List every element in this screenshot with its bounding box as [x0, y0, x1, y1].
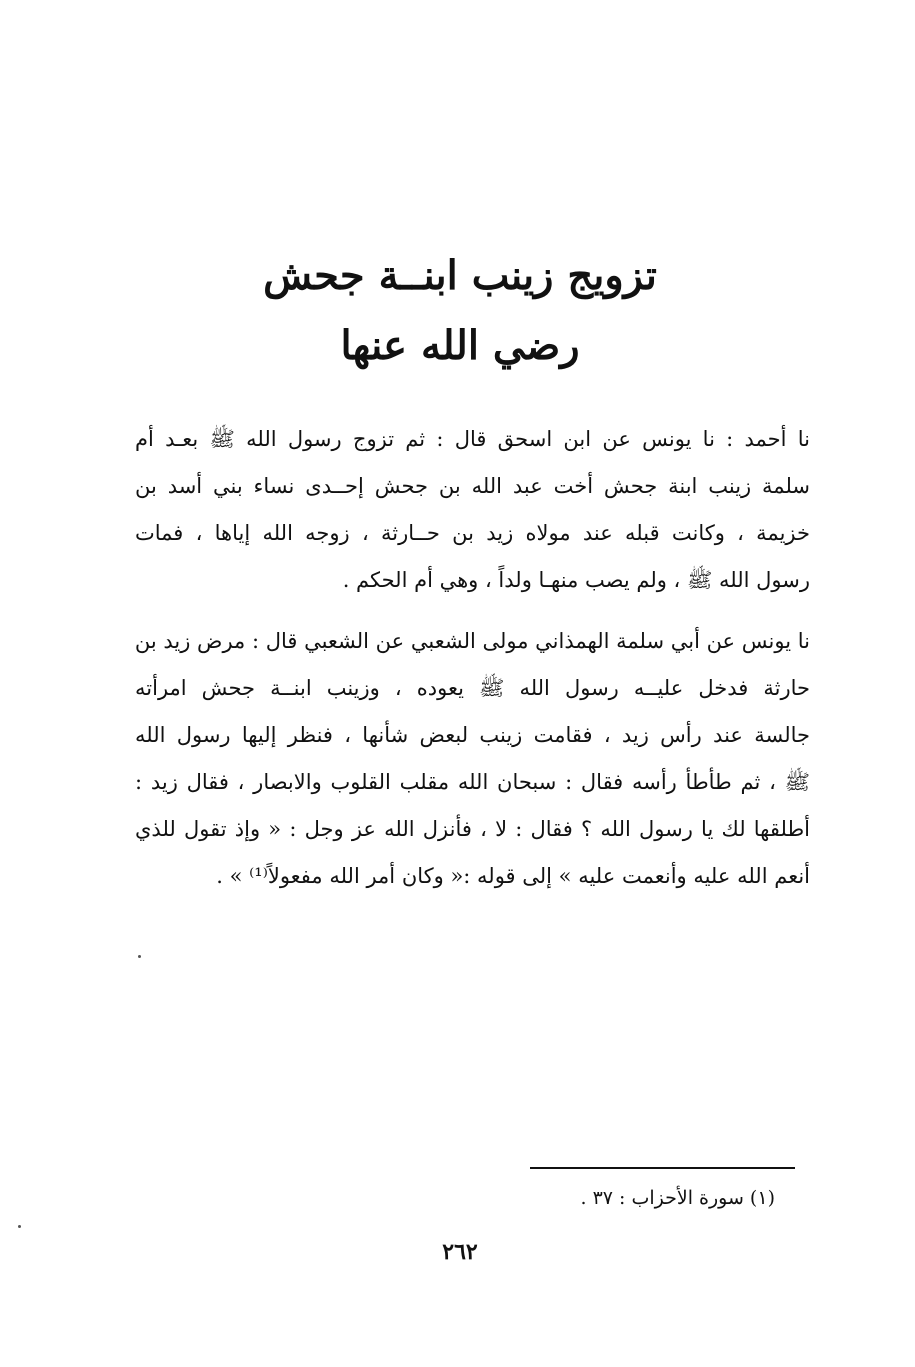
- paragraph-1: [135, 416, 810, 604]
- footnote-divider: [530, 1167, 795, 1169]
- chapter-subtitle: رضي الله عنها: [340, 322, 580, 369]
- paragraph-line: خزيمة ، وكانت قبله عند مولاه زيد بن حــارثة ، زوجه الله إياها ، فمات: [135, 521, 810, 545]
- paragraph-line: جالسة عند رأس زيد ، فقامت زينب لبعض شأنها ، فنظر إليها رسول الله: [135, 723, 810, 747]
- chapter-title: تزويج زينب ابنــة جحش: [263, 252, 657, 299]
- paragraph-2: [135, 618, 810, 900]
- paragraph-line: حارثة فدخل عليــه رسول الله ﷺ يعوده ، وزينب ابنــة جحش امرأته: [135, 676, 810, 700]
- paragraph-line: رسول الله ﷺ ، ولم يصب منهـا ولداً ، وهي أم الحكم .: [342, 568, 810, 592]
- paragraph-line: نا يونس عن أبي سلمة الهمذاني مولى الشعبي عن الشعبي قال : مرض زيد بن: [134, 629, 810, 653]
- paragraph-line: أنعم الله عليه وأنعمت عليه » إلى قوله :« وكان أمر الله مفعولاً⁽¹⁾ » .: [216, 864, 810, 888]
- footnote: (١) سورة الأحزاب : ٣٧ .: [580, 1187, 775, 1209]
- paragraph-line: أطلقها لك يا رسول الله ؟ فقال : لا ، فأنزل الله عز وجل : « وإذ تقول للذي: [135, 817, 810, 841]
- paragraph-line: نا أحمد : نا يونس عن ابن اسحق قال : ثم تزوج رسول الله ﷺ بعـد أم: [135, 427, 810, 451]
- scan-speck: [18, 1225, 21, 1228]
- page-number: ٢٦٢: [442, 1239, 478, 1265]
- paragraph-line: سلمة زينب ابنة جحش أخت عبد الله بن جحش إحــدى نساء بني أسد بن: [135, 474, 810, 498]
- scan-speck: [138, 955, 141, 958]
- paragraph-line: ﷺ ، ثم طأطأ رأسه فقال : سبحان الله مقلب القلوب والابصار ، فقال زيد :: [135, 770, 810, 794]
